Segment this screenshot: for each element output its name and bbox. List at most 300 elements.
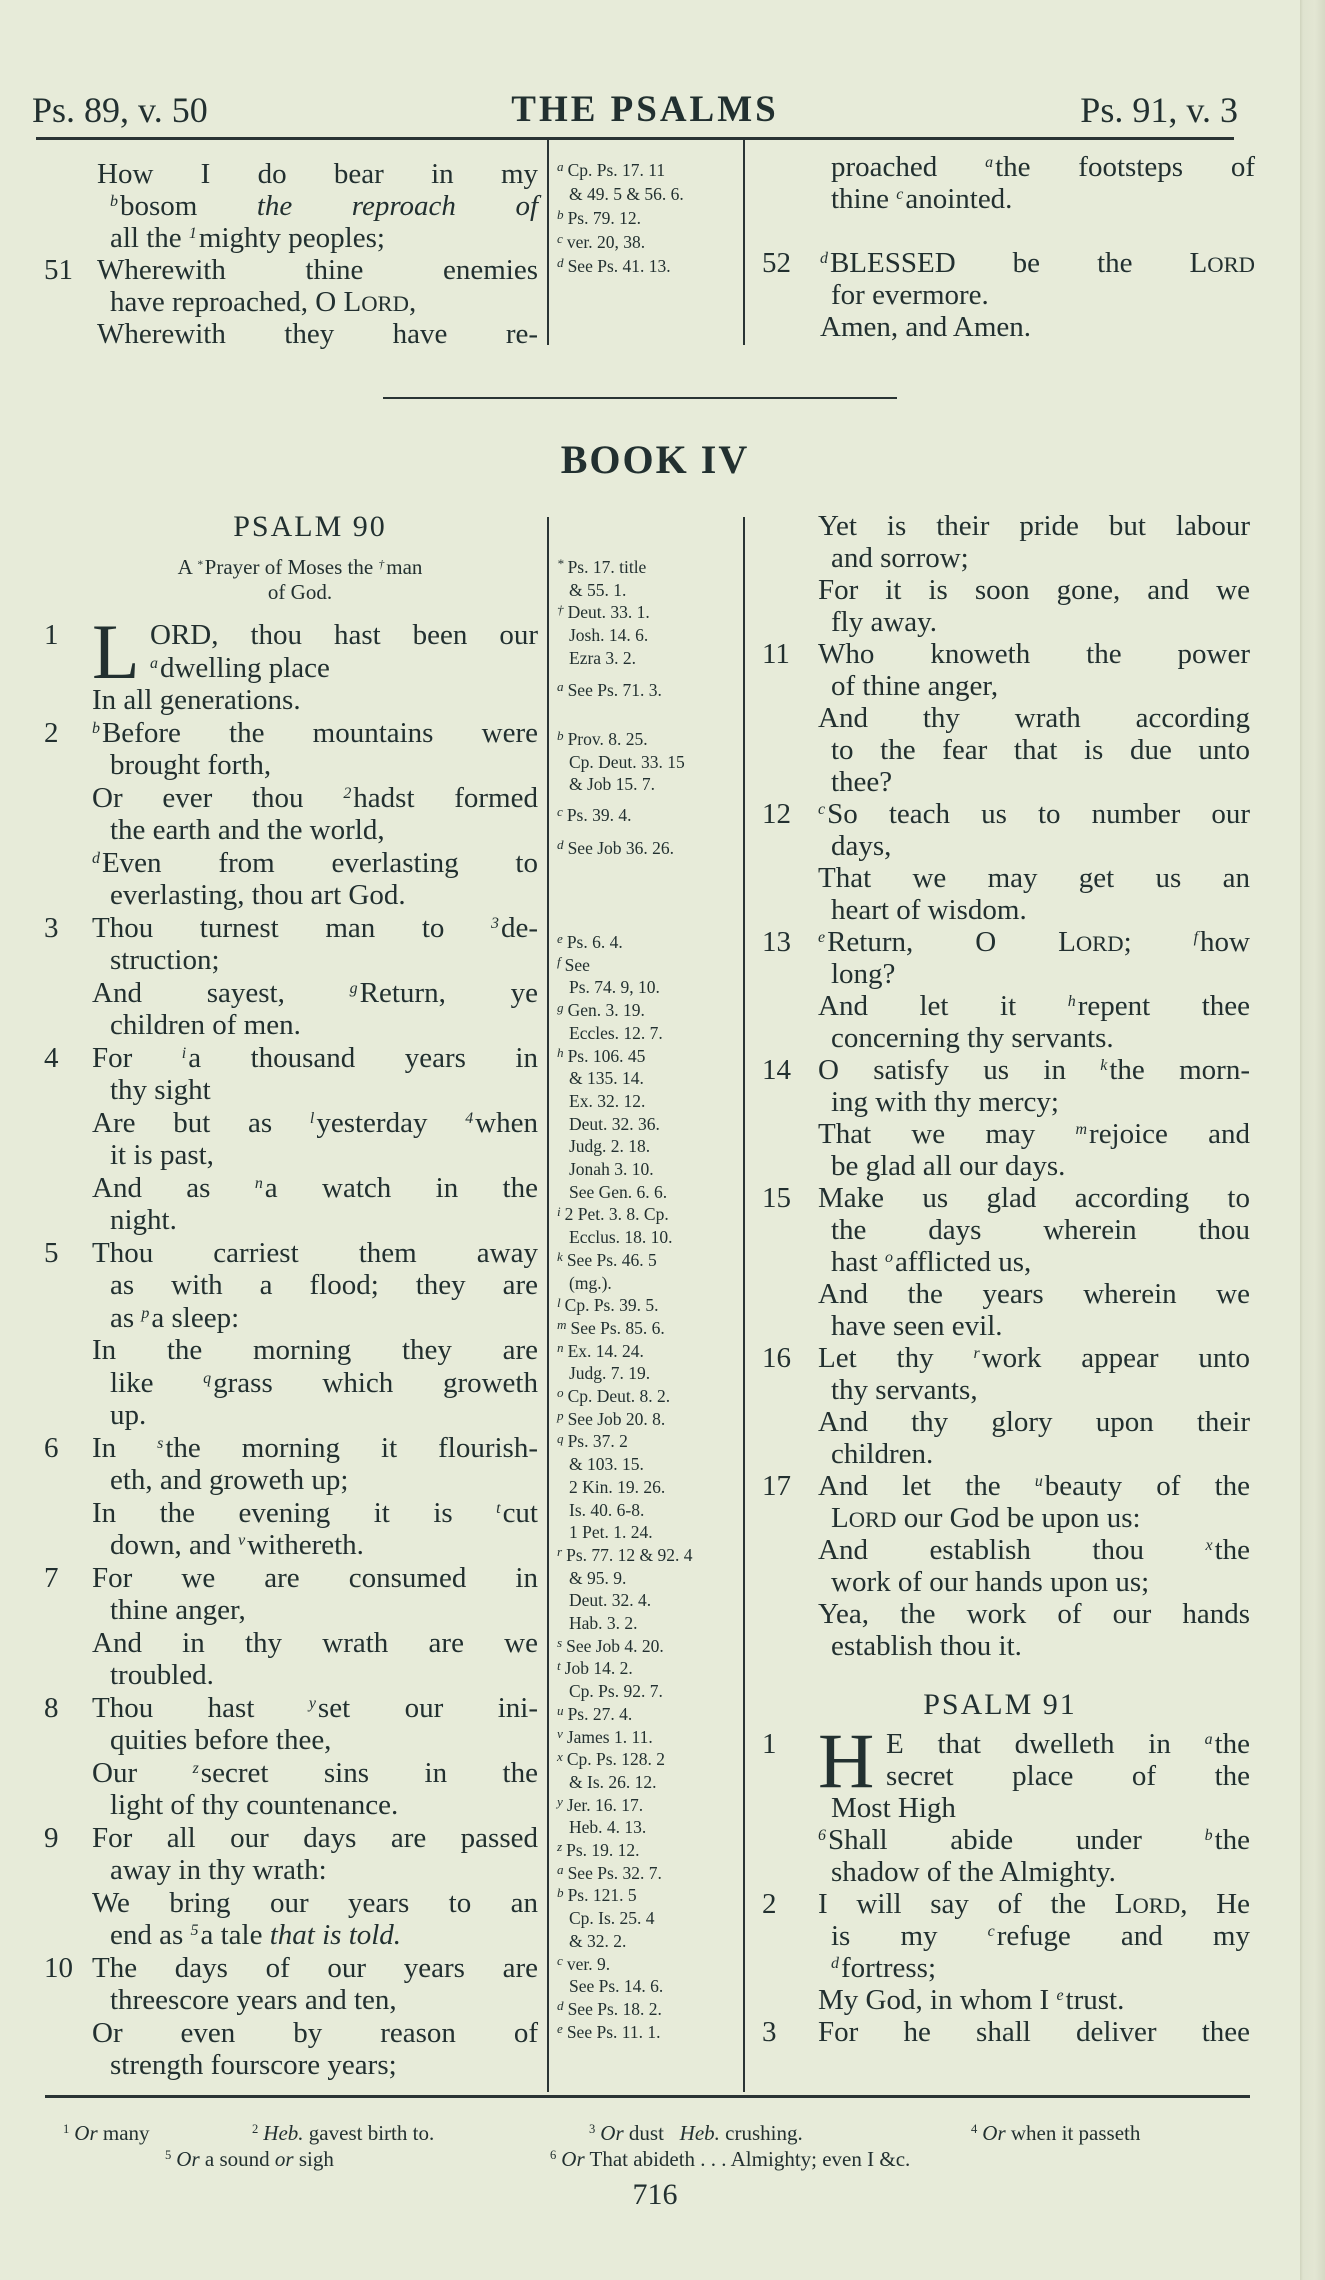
- reference-marker: †: [378, 558, 385, 571]
- verse-text: And in thy wrath are we: [92, 1626, 538, 1659]
- verse-line: [750, 1856, 1250, 1888]
- verse-line: [30, 1302, 538, 1335]
- verse-line: [30, 1757, 538, 1790]
- cross-reference: [557, 254, 671, 278]
- reference-marker: u: [1034, 1473, 1043, 1491]
- running-head-left: Ps. 89, v. 50: [32, 90, 208, 130]
- reference-marker: d: [557, 255, 564, 271]
- verse-text: O satisfy us in $^k$the morn-: [818, 1054, 1250, 1086]
- verse-text: struction;: [110, 944, 220, 976]
- cross-reference: [557, 728, 685, 796]
- verse-text: down, and $^v$withereth.: [110, 1529, 364, 1561]
- verse-line: [750, 1022, 1250, 1054]
- verse-line: [30, 1172, 538, 1205]
- verse-text: everlasting, thou art God.: [110, 879, 406, 911]
- cross-reference-line: See Ps. 14. 6.: [569, 1976, 664, 1997]
- verse-text: Most High: [831, 1792, 956, 1824]
- cross-reference-line: Judg. 2. 18.: [569, 1136, 651, 1157]
- verse-line: [750, 1920, 1250, 1952]
- cross-reference: [557, 931, 623, 954]
- reference-marker: b: [92, 719, 100, 737]
- verse-line: [750, 279, 1255, 311]
- verse-text: as with a flood; they are: [110, 1269, 538, 1301]
- verse-text: Amen, and Amen.: [820, 311, 1032, 343]
- verse-text: We bring our years to an: [92, 1886, 538, 1919]
- verse-line: [30, 1887, 538, 1920]
- verse-text: like $^q$grass which groweth: [110, 1366, 538, 1399]
- verse-text: troubled.: [110, 1659, 214, 1691]
- verse-line: [750, 1630, 1250, 1662]
- cross-reference: [557, 1249, 657, 1294]
- verse-line: [750, 958, 1250, 990]
- margin-divider-right: [743, 140, 745, 345]
- footnote: $^1$ Or many: [63, 2121, 150, 2145]
- verse-text: Thou carriest them away: [92, 1236, 538, 1269]
- reference-marker: e: [557, 2021, 563, 2036]
- reference-marker: b: [557, 1884, 564, 1900]
- reference-marker: 1: [188, 225, 197, 243]
- verse-line: [750, 151, 1255, 183]
- verse-text: away in thy wrath:: [110, 1854, 327, 1886]
- cross-reference-line: Judg. 7. 19.: [569, 1363, 651, 1384]
- cross-reference-line: & 55. 1.: [569, 579, 627, 600]
- reference-marker: r: [973, 1345, 980, 1363]
- verse-text: light of thy countenance.: [110, 1789, 399, 1821]
- footnote-rule: [45, 2095, 1250, 2098]
- running-head-title: THE PSALMS: [511, 89, 779, 130]
- verse-text: establish thou it.: [831, 1630, 1022, 1662]
- cross-reference-line: $^b$ Ps. 79. 12.: [557, 207, 641, 228]
- reference-marker: h: [1067, 993, 1076, 1011]
- reference-marker: d: [820, 250, 828, 268]
- reference-marker: b: [557, 207, 564, 223]
- verse-text: fly away.: [831, 606, 938, 638]
- verse-text: In the morning they are: [92, 1334, 538, 1366]
- reference-marker: c: [818, 801, 826, 819]
- reference-marker: p: [557, 1408, 564, 1424]
- verse-text: of thine anger,: [831, 670, 999, 702]
- reference-marker: v: [238, 1532, 246, 1550]
- verse-line: [30, 1367, 538, 1400]
- verse-text: $^d$fortress;: [831, 1952, 936, 1984]
- reference-marker: d: [831, 1955, 839, 1973]
- verse-line: [750, 1406, 1250, 1438]
- left-text-column: [30, 608, 538, 2082]
- cross-reference-line: $^u$ Ps. 27. 4.: [557, 1703, 633, 1724]
- cross-reference-line: $^a$ See Ps. 32. 7.: [557, 1862, 662, 1883]
- verse-line: [30, 1432, 538, 1465]
- verse-text: $^d$BLESSED be the LORD: [820, 247, 1255, 279]
- cross-reference-line: $^y$ Jer. 16. 17.: [557, 1794, 644, 1815]
- cross-reference-line: $^d$ See Ps. 18. 2.: [557, 1998, 662, 2019]
- verse-text: Make us glad according to: [818, 1182, 1250, 1214]
- verse-line: [30, 1627, 538, 1660]
- cross-reference-line: Cp. Ps. 92. 7.: [569, 1681, 663, 1702]
- verse-line: [30, 879, 538, 912]
- cross-reference-line: $^g$ Gen. 3. 19.: [557, 999, 645, 1021]
- cross-reference-line: (mg.).: [569, 1272, 612, 1293]
- reference-marker: c: [557, 1952, 563, 1968]
- verse-text: Thou turnest man to $^3$de-: [92, 911, 538, 944]
- verse-line: [30, 977, 538, 1010]
- cross-reference: [557, 804, 632, 827]
- verse-line: [750, 926, 1250, 958]
- reference-marker: x: [557, 1748, 563, 1764]
- verse-line: [30, 1984, 538, 2017]
- verse-text: thine $^c$anointed.: [831, 183, 1013, 215]
- reference-marker: z: [192, 1759, 199, 1777]
- reference-marker: u: [557, 1703, 564, 1719]
- verse-line: [750, 734, 1250, 766]
- verse-line: [30, 1659, 538, 1692]
- verse-text: For we are consumed in: [92, 1561, 538, 1594]
- cross-reference: [557, 1317, 665, 1340]
- verse-number: 17: [762, 1470, 791, 1502]
- cross-reference: [557, 158, 684, 206]
- verse-line: [30, 1009, 538, 1042]
- reference-marker: 6: [818, 1827, 826, 1845]
- top-right-column: [750, 151, 1255, 343]
- cross-reference-line: $^e$ See Ps. 11. 1.: [557, 2021, 661, 2042]
- verse-text: And the years wherein we: [818, 1278, 1250, 1310]
- reference-marker: q: [203, 1369, 212, 1387]
- cross-reference: [557, 679, 662, 702]
- verse-line: [30, 749, 538, 782]
- reference-marker: e: [557, 931, 563, 947]
- cross-reference-line: Hab. 3. 2.: [569, 1613, 638, 1633]
- verse-text: That we may get us an: [818, 862, 1250, 894]
- verse-text: all the $^1$mighty peoples;: [110, 222, 385, 254]
- verse-text: Wherewith they have re-: [97, 318, 538, 350]
- cross-reference-line: $^v$ James 1. 11.: [557, 1725, 653, 1747]
- reference-marker: i: [181, 1044, 187, 1062]
- drop-cap: H: [818, 1717, 875, 1804]
- verse-text: be glad all our days.: [831, 1150, 1066, 1182]
- cross-reference-line: Ezra 3. 2.: [569, 647, 637, 668]
- verse-line: [30, 254, 538, 286]
- reference-marker: f: [557, 954, 561, 970]
- verse-number: 10: [44, 1951, 73, 1984]
- verse-text: Yet is their pride but labour: [818, 510, 1250, 542]
- verse-line: [750, 1888, 1250, 1920]
- verse-line: [30, 1204, 538, 1237]
- cross-reference-line: & 49. 5 & 56. 6.: [569, 184, 684, 204]
- verse-text: The days of our years are: [92, 1951, 538, 1984]
- cross-reference-line: $^r$ Ps. 77. 12 & 92. 4: [557, 1544, 693, 1565]
- reference-marker: q: [557, 1430, 564, 1446]
- verse-line: [30, 1399, 538, 1432]
- cross-reference-line: $^x$ Cp. Ps. 128. 2: [557, 1748, 666, 1770]
- verse-text: children of men.: [110, 1009, 301, 1041]
- cross-reference: [557, 1657, 663, 1702]
- verse-line: [30, 1952, 538, 1985]
- cross-reference-line: $^e$ Ps. 6. 4.: [557, 931, 623, 952]
- cross-reference: [557, 1726, 653, 1749]
- right-text-column: [750, 510, 1250, 2048]
- verse-line: [750, 798, 1250, 830]
- footnote-number: 3: [589, 2122, 596, 2137]
- reference-marker: *: [196, 558, 203, 571]
- verse-line: [750, 990, 1250, 1022]
- verse-line: [750, 1214, 1250, 1246]
- verse-number: 52: [762, 247, 791, 279]
- reference-marker: b: [110, 193, 118, 211]
- verse-line: [750, 247, 1255, 279]
- verse-line: [750, 1118, 1250, 1150]
- cross-reference-line: Is. 40. 6-8.: [569, 1499, 645, 1520]
- reference-marker: v: [557, 1725, 563, 1741]
- verse-line: [750, 1534, 1250, 1566]
- verse-line: [750, 2016, 1250, 2048]
- cross-reference: [557, 556, 646, 601]
- verse-line: [30, 1562, 538, 1595]
- cross-reference: [557, 2021, 661, 2044]
- reference-marker: s: [557, 1635, 563, 1651]
- verse-text: days,: [831, 830, 892, 862]
- cross-reference-line: Eccles. 12. 7.: [569, 1022, 663, 1043]
- verse-text: And thy wrath according: [818, 702, 1250, 734]
- verse-line: [30, 1042, 538, 1075]
- reference-marker: 4: [465, 1109, 474, 1127]
- verse-text: night.: [110, 1204, 177, 1236]
- superscription-line: A *Prayer of Moses the †man: [177, 555, 423, 579]
- cross-reference-line: See Gen. 6. 6.: [569, 1181, 668, 1202]
- verse-number: 3: [762, 2016, 777, 2048]
- verse-text: for evermore.: [831, 279, 989, 311]
- verse-line: [30, 1074, 538, 1107]
- verse-line: [30, 1594, 538, 1627]
- reference-marker: e: [1056, 1987, 1064, 2005]
- verse-text: Let thy $^r$work appear unto: [818, 1342, 1250, 1374]
- verse-line: [750, 766, 1250, 798]
- cross-reference-line: $^p$ See Job 20. 8.: [557, 1408, 666, 1429]
- psalm-heading: PSALM 91: [923, 1688, 1077, 1721]
- cross-reference-line: $^d$ See Ps. 41. 13.: [557, 255, 671, 276]
- verse-text: Or ever thou $^2$hadst formed: [92, 781, 538, 814]
- verse-text: brought forth,: [110, 749, 272, 781]
- verse-line: [750, 1182, 1250, 1214]
- reference-marker: r: [557, 1544, 563, 1560]
- reference-marker: l: [309, 1109, 315, 1127]
- verse-text: work of our hands upon us;: [831, 1566, 1150, 1598]
- verse-text: up.: [110, 1399, 147, 1431]
- verse-line: [750, 1598, 1250, 1630]
- verse-line: [750, 1566, 1250, 1598]
- reference-marker: x: [1205, 1537, 1213, 1555]
- verse-line: [750, 1952, 1250, 1984]
- top-left-column: [30, 158, 538, 350]
- verse-number: 4: [44, 1041, 59, 1074]
- verse-line: [30, 814, 538, 847]
- cross-reference: [557, 1839, 640, 1862]
- verse-number: 2: [762, 1888, 777, 1920]
- verse-number: 5: [44, 1236, 59, 1269]
- verse-line: [30, 1529, 538, 1562]
- verse-text: Are but as $^l$yesterday $^4$when: [92, 1106, 538, 1139]
- verse-number: 1: [44, 619, 59, 651]
- verse-text: $^d$Even from everlasting to: [92, 846, 538, 879]
- verse-line: [750, 1310, 1250, 1342]
- verse-text: quities before thee,: [110, 1724, 332, 1756]
- verse-line: [30, 1139, 538, 1172]
- verse-text: My God, in whom I $^e$trust.: [818, 1984, 1125, 2016]
- verse-text: strength fourscore years;: [110, 2049, 397, 2081]
- cross-reference-line: * Ps. 17. title: [557, 556, 647, 577]
- verse-text: eth, and groweth up;: [110, 1464, 349, 1496]
- reference-marker: o: [557, 1385, 564, 1401]
- cross-reference-line: $^b$ Prov. 8. 25.: [557, 728, 648, 749]
- footnote-number: 5: [165, 2148, 172, 2163]
- reference-marker: y: [308, 1694, 316, 1712]
- verse-text: Yea, the work of our hands: [818, 1598, 1250, 1630]
- verse-number: 8: [44, 1691, 59, 1724]
- cross-reference: [557, 1884, 655, 1952]
- reference-marker: a: [557, 1862, 564, 1878]
- reference-marker: d: [557, 837, 564, 853]
- reference-marker: b: [557, 728, 564, 744]
- cross-reference-line: & 95. 9.: [569, 1567, 627, 1588]
- cross-reference-line: $^z$ Ps. 19. 12.: [557, 1839, 640, 1860]
- verse-text: Thou hast $^y$set our ini-: [92, 1691, 538, 1724]
- cross-reference-line: 2 Kin. 19. 26.: [569, 1476, 666, 1497]
- reference-marker: †: [557, 601, 564, 617]
- verse-text: hast $^o$afflicted us,: [831, 1246, 1032, 1278]
- verse-text: That we may $^m$rejoice and: [818, 1118, 1250, 1150]
- verse-text: have reproached, O LORD,: [110, 286, 417, 318]
- cross-reference-line: $^a$ See Ps. 71. 3.: [557, 679, 662, 700]
- blank-line: [750, 215, 1255, 247]
- reference-marker: h: [557, 1044, 564, 1060]
- verse-number: 7: [44, 1561, 59, 1594]
- verse-line: [750, 1824, 1250, 1856]
- reference-marker: 2: [343, 784, 352, 802]
- verse-text: LORD our God be upon us:: [831, 1502, 1141, 1534]
- cross-reference: [557, 1408, 665, 1431]
- reference-marker: m: [1075, 1121, 1088, 1139]
- verse-text: $^b$bosom the reproach of: [110, 190, 538, 222]
- cross-reference: [557, 1385, 670, 1408]
- cross-reference: [557, 601, 650, 669]
- cross-reference-line: $^i$ 2 Pet. 3. 8. Cp.: [557, 1203, 669, 1225]
- footnote: $^2$ Heb. gavest birth to.: [252, 2121, 435, 2145]
- verse-line: [750, 1086, 1250, 1118]
- psalm-90-superscription: [60, 555, 540, 605]
- cross-reference: [557, 1045, 667, 1204]
- verse-line: [30, 1497, 538, 1530]
- verse-number: 15: [762, 1182, 791, 1214]
- verse-line: [30, 1237, 538, 1270]
- header-rule: [36, 137, 1234, 140]
- verse-text: have seen evil.: [831, 1310, 1003, 1342]
- verse-text: thy servants,: [831, 1374, 978, 1406]
- footnote: $^5$ Or a sound or sigh: [165, 2147, 334, 2171]
- cross-reference-line: Ps. 74. 9, 10.: [569, 977, 660, 998]
- verse-line: [30, 222, 538, 254]
- verse-number: 2: [44, 716, 59, 749]
- verse-line: [30, 1822, 538, 1855]
- verse-line: [30, 717, 538, 750]
- cross-reference: [557, 1748, 665, 1793]
- verse-text: thee?: [831, 766, 893, 798]
- cross-reference-line: $^o$ Cp. Deut. 8. 2.: [557, 1385, 671, 1406]
- verse-text: the earth and the world,: [110, 814, 385, 846]
- cross-reference-line: Heb. 4. 13.: [569, 1817, 647, 1838]
- verse-number: 14: [762, 1054, 791, 1086]
- verse-line: [30, 1334, 538, 1367]
- verse-line: [30, 158, 538, 190]
- cross-reference: [557, 1953, 663, 1998]
- footnote-number: 1: [63, 2122, 70, 2137]
- verse-text: proached $^a$the footsteps of: [831, 151, 1255, 183]
- verse-text: threescore years and ten,: [110, 1984, 397, 2016]
- section-divider: [383, 397, 897, 399]
- verse-line: [750, 830, 1250, 862]
- cross-reference-line: & Is. 26. 12.: [569, 1771, 657, 1792]
- cross-reference-line: † Deut. 33. 1.: [557, 601, 650, 623]
- reference-marker: *: [557, 556, 564, 572]
- verse-text: And let the $^u$beauty of the: [818, 1470, 1250, 1502]
- verse-line: [30, 2017, 538, 2050]
- reference-marker: c: [987, 1923, 995, 1941]
- verse-line: [750, 183, 1255, 215]
- cross-reference-line: $^s$ See Job 4. 20.: [557, 1635, 664, 1656]
- verse-line: [30, 1269, 538, 1302]
- cross-reference-line: $^b$ Ps. 121. 5: [557, 1884, 637, 1906]
- verse-number: 51: [44, 254, 73, 286]
- reference-marker: l: [557, 1294, 561, 1310]
- cross-reference-line: $^a$ Cp. Ps. 17. 11: [557, 159, 666, 180]
- verse-text: end as $^5$a tale that is told.: [110, 1919, 402, 1951]
- page-number: 716: [632, 2178, 678, 2211]
- cross-reference-line: $^m$ See Ps. 85. 6.: [557, 1317, 665, 1338]
- footnote: $^4$ Or when it passeth: [971, 2121, 1141, 2145]
- verse-text: the days wherein thou: [831, 1214, 1250, 1246]
- verse-number: 6: [44, 1431, 59, 1464]
- cross-reference-line: Deut. 32. 36.: [569, 1113, 660, 1134]
- verse-text: And let it $^h$repent thee: [818, 990, 1250, 1022]
- verse-line: [750, 1278, 1250, 1310]
- verse-line: [750, 1150, 1250, 1182]
- reference-marker: f: [1193, 929, 1199, 947]
- reference-marker: a: [557, 159, 564, 175]
- verse-line: [750, 638, 1250, 670]
- reference-marker: k: [557, 1249, 563, 1265]
- verse-line: [750, 1792, 1250, 1824]
- cross-reference-line: Jonah 3. 10.: [569, 1159, 654, 1180]
- verse-text: $^a$dwelling place: [150, 651, 330, 684]
- reference-marker: d: [557, 1998, 564, 2014]
- cross-reference: [557, 230, 645, 254]
- verse-text: And thy glory upon their: [818, 1406, 1250, 1438]
- verse-text: For it is soon gone, and we: [818, 574, 1250, 606]
- verse-text: and sorrow;: [831, 542, 969, 574]
- verse-text: For all our days are passed: [92, 1821, 538, 1854]
- verse-line: [30, 286, 538, 318]
- reference-marker: c: [557, 804, 563, 820]
- cross-reference: [557, 1998, 662, 2021]
- reference-marker: e: [818, 929, 826, 947]
- verse-line: [750, 1760, 1250, 1792]
- verse-line: [30, 684, 538, 717]
- cross-reference-line: $^c$ Ps. 39. 4.: [557, 804, 632, 825]
- reference-marker: t: [557, 1657, 561, 1673]
- reference-marker: a: [1204, 1731, 1213, 1749]
- cross-reference: [557, 1862, 662, 1885]
- verse-text: How I do bear in my: [97, 158, 538, 190]
- reference-marker: g: [349, 979, 358, 997]
- verse-text: $^6$Shall abide under $^b$the: [818, 1824, 1250, 1856]
- reference-marker: b: [1204, 1827, 1213, 1845]
